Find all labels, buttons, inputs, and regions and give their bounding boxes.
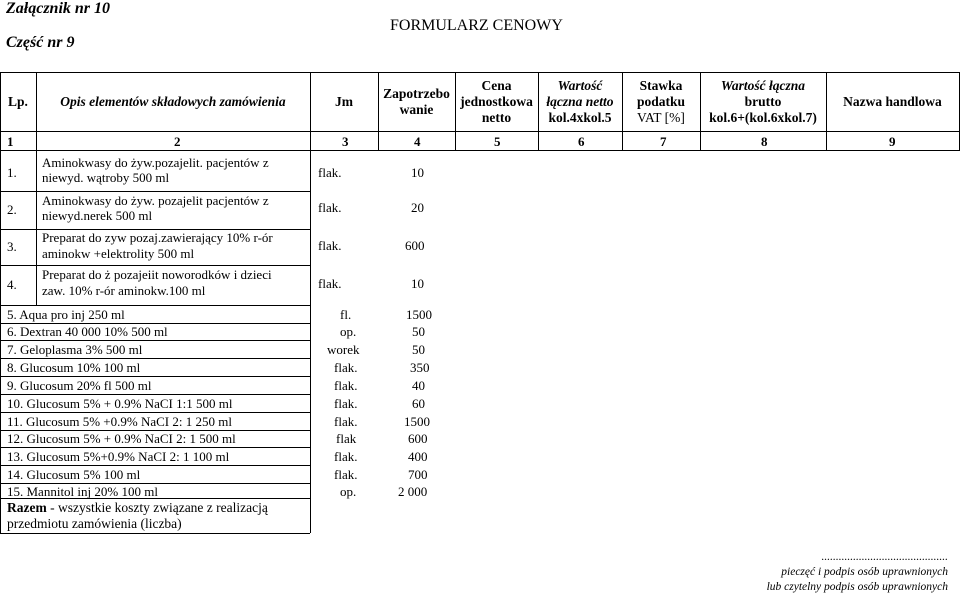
row-jm: flak. [334,396,358,411]
col-price-line1: Cena [481,77,512,93]
col-vat-line1: Stawka [639,77,683,93]
row-qty: 600 [405,238,425,253]
row-lp: 1. [7,165,17,180]
row-desc: 9. Glucosum 20% fl 500 ml [7,378,152,393]
summary-label [7,500,268,532]
col-price-line2: jednostkowa [460,93,533,109]
col-lp-header: Lp. [8,93,28,109]
row-qty: 20 [411,200,424,215]
row-jm: flak. [334,378,358,393]
row-desc: 7. Geloplasma 3% 500 ml [7,342,143,357]
row-lp: 2. [7,202,17,217]
row-jm: op. [340,484,357,499]
col-qty-header [378,72,455,131]
row-desc: 5. Aqua pro inj 250 ml [7,307,125,322]
row-desc: 6. Dextran 40 000 10% 500 ml [7,324,168,339]
col-desc-header: Opis elementów składowych zamówienia [60,93,286,109]
col-qty-line2: wanie [399,101,434,117]
row-jm: fl. [340,307,352,322]
row-jm: flak. [334,414,358,429]
col-jm-header: Jm [335,93,353,109]
row-jm: flak. [334,360,358,375]
col-number: 6 [578,134,585,149]
row-qty: 700 [408,467,428,482]
row-jm: flak. [318,238,342,253]
row-desc: 12. Glucosum 5% + 0.9% NaCI 2: 1 500 ml [7,431,236,446]
col-gross-line3: kol.6+(kol.6xkol.7) [709,109,817,125]
row-jm: flak. [334,449,358,464]
col-number: 9 [889,134,896,149]
summary-line2: przedmiotu zamówienia (liczba) [7,516,182,531]
row-qty: 10 [411,276,424,291]
row-qty: 600 [408,431,428,446]
row-desc: 10. Glucosum 5% + 0.9% NaCI 1:1 500 ml [7,396,233,411]
col-number: 1 [7,134,14,149]
col-gross-line2: brutto [744,93,782,109]
row-qty: 1500 [406,307,432,322]
row-qty: 2 000 [398,484,428,499]
summary-bold: Razem [7,500,47,515]
row-desc-line2: aminokw +elektrolity 500 ml [42,246,195,261]
row-qty: 60 [412,396,425,411]
col-number: 8 [761,134,768,149]
col-vat-line3: VAT [%] [637,109,685,125]
row-lp: 3. [7,239,17,254]
row-qty: 10 [411,165,424,180]
signature-dots: ............................................ [821,551,948,563]
col-qty-line1: Zapotrzebo [383,85,450,101]
row-desc-line2: zaw. 10% r-ór aminokw.100 ml [42,283,206,298]
col-net-line2: łączna netto [546,93,614,109]
row-desc-line2: niewyd.nerek 500 ml [42,208,153,223]
row-jm: flak. [318,276,342,291]
summary-line1: - wszystkie koszty związane z realizacją [46,500,268,515]
col-net-header [538,72,622,131]
row-qty: 50 [412,324,425,339]
row-jm: worek [327,342,360,357]
row-desc-line1: Preparat do ż pozajeiit noworodków i dzieci [42,267,272,282]
col-number: 3 [342,134,349,149]
row-desc-line1: Aminokwasy do żyw. pozajelit pacjentów z [42,193,269,208]
row-lp: 4. [7,277,17,292]
col-vat-header [622,72,700,131]
row-desc-line2: niewyd. wątroby 500 ml [42,170,170,185]
col-number: 2 [174,134,181,149]
row-desc-line1: Preparat do zyw pozaj.zawierający 10% r-ór [42,230,273,245]
col-gross-header [700,72,826,131]
row-jm: flak. [318,165,342,180]
attachment-number: Załącznik nr 10 [6,0,111,17]
row-qty: 40 [412,378,425,393]
row-desc: 15. Mannitol inj 20% 100 ml [7,484,158,499]
signature-block [767,550,948,595]
row-jm: flak. [334,467,358,482]
col-number: 7 [660,134,667,149]
col-number: 4 [414,134,421,149]
row-desc-line1: Aminokwasy do żyw.pozajelit. pacjentów z [42,155,269,170]
col-vat-line2: podatku [636,93,686,109]
row-desc: 11. Glucosum 5% +0.9% NaCI 2: 1 250 ml [7,414,232,429]
form-title: FORMULARZ CENOWY [390,17,563,34]
row-desc: 8. Glucosum 10% 100 ml [7,360,141,375]
col-number: 5 [494,134,501,149]
col-price-line3: netto [481,109,512,125]
signature-line2: lub czytelny podpis osób uprawnionych [766,581,948,593]
col-net-line1: Wartość [557,77,603,93]
col-gross-line1: Wartość łączna [720,77,806,93]
col-net-line3: kol.4xkol.5 [548,109,612,125]
col-price-header [455,72,538,131]
signature-line1: pieczęć i podpis osób uprawnionych [781,566,948,578]
row-qty: 400 [408,449,428,464]
row-jm: op. [340,324,357,339]
row-qty: 350 [410,360,430,375]
row-jm: flak. [318,200,342,215]
row-qty: 50 [412,342,425,357]
col-trade-header: Nazwa handlowa [843,93,942,109]
row-qty: 1500 [404,414,430,429]
row-desc: 14. Glucosum 5% 100 ml [7,467,141,482]
part-number: Część nr 9 [6,34,75,51]
row-jm: flak [336,431,357,446]
row-desc: 13. Glucosum 5%+0.9% NaCI 2: 1 100 ml [7,449,230,464]
